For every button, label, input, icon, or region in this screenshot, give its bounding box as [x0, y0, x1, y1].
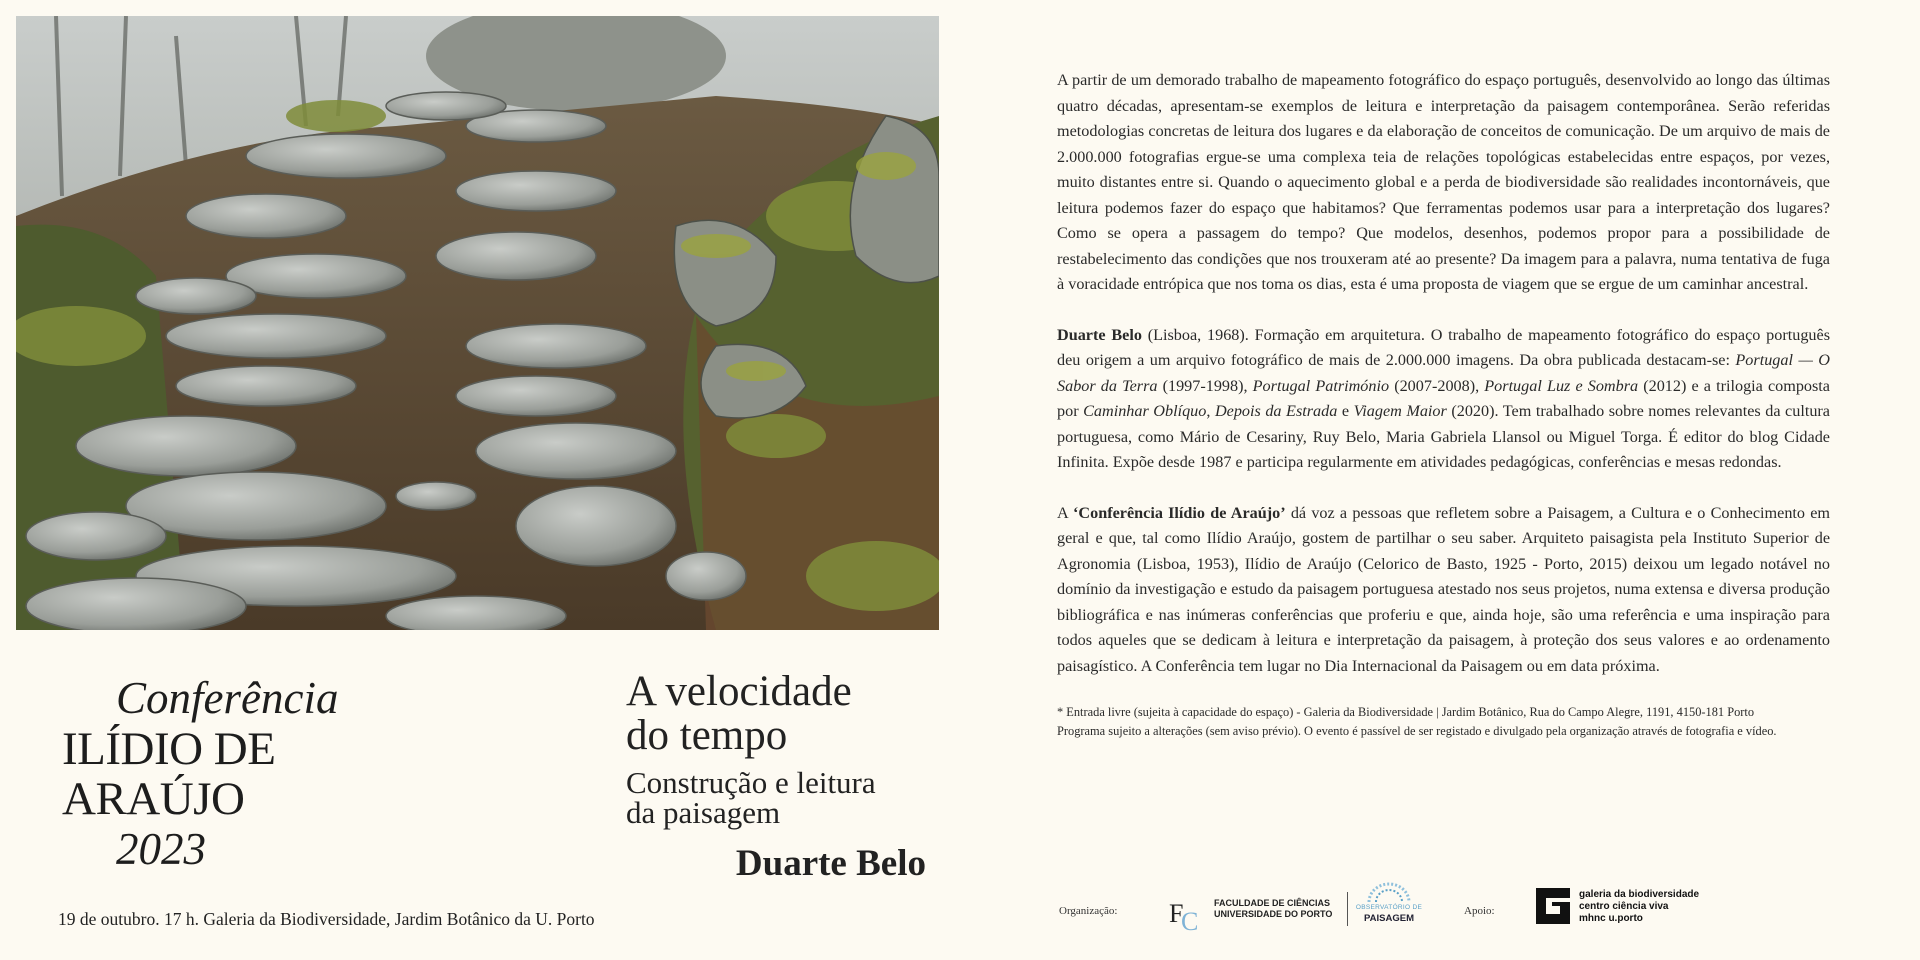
logos-bar — [1057, 880, 1837, 942]
conference-word: Conferência — [116, 673, 339, 723]
svg-text:C: C — [1181, 907, 1199, 932]
fc-line2: UNIVERSIDADE DO PORTO — [1214, 909, 1333, 919]
conference-year: 2023 — [116, 824, 206, 874]
description-column — [1057, 68, 1830, 741]
about-text: dá voz a pessoas que refletem sobre a Paisagem, a Cultura e o Conhecimento em geral e que, tal como Ilídio Araújo, gostem de partilhar o seu saber. Arquiteto paisagista pela Instituto Superior de Agronomia (Lisboa, 1953), Ilídio de Araújo (Celorico de Basto, 1925 - Porto, 2015) deixou um legado notável no domínio da investigação e estudo da paisagem portuguesa atestado nos seus projetos, numa extensa e diversa produção bibliográfica e nas inúmeras conferências que proferiu e que, ainda hoje, são uma referência e uma inspiração para todos aqueles que se dedicam à leitura e interpretação da paisagem, à proteção dos seus valores e ao ordenamento paisagístico. A Conferência tem lugar no Dia Internacional da Paisagem ou em data próxima. — [1057, 503, 1830, 675]
footnote-line1: * Entrada livre (sujeita à capacidade do espaço) - Galeria da Biodiversidade | Jardim Botânico, Rua do Campo Alegre, 1191, 4150-181 Porto — [1057, 705, 1755, 719]
fc-line1: FACULDADE DE CIÊNCIAS — [1214, 898, 1331, 908]
fc-logo-text — [1214, 898, 1332, 920]
about-paragraph — [1057, 501, 1830, 680]
galeria-line2: centro ciência viva — [1579, 901, 1669, 912]
conference-name-line2: ARAÚJO — [62, 773, 245, 825]
bio-work-title: Portugal Luz e Sombra — [1484, 376, 1639, 395]
talk-title-line2: do tempo — [626, 712, 788, 759]
support-label: Apoio: — [1464, 905, 1495, 917]
talk-title-line1: A velocidade — [626, 668, 852, 715]
talk-subtitle-line1: Construção e leitura — [626, 765, 876, 800]
bio-work-title: Depois da Estrada — [1214, 402, 1338, 420]
bio-work-title: Viagem Maior — [1353, 402, 1447, 420]
galeria-g-logo-icon — [1536, 888, 1570, 924]
logo-divider — [1347, 892, 1348, 926]
bio-name: Duarte Belo — [1057, 325, 1142, 344]
about-text: A — [1057, 503, 1074, 522]
organization-label: Organização: — [1059, 905, 1118, 917]
fc-logo-icon — [1169, 896, 1201, 932]
bio-text: (2007-2008), — [1389, 376, 1485, 395]
bio-work-title: Caminhar Oblíquo — [1083, 402, 1207, 420]
bio-text: (1997-1998), — [1157, 376, 1253, 395]
footnote-line2: Programa sujeito a alterações (sem aviso prévio). O evento é passível de ser registado e divulgado pela organização através de fotografia e vídeo. — [1057, 724, 1777, 738]
talk-subtitle-line2: da paisagem — [626, 795, 781, 830]
intro-paragraph: A partir de um demorado trabalho de mapeamento fotográfico do espaço português, desenvolvido ao longo das últimas quatro décadas, apresentam-se exemplos de leitura e interpretação da paisagem contemporânea. Serão referidas metodologias concretas de leitura dos lugares e da elaboração de conceitos de comunicação. De um arquivo de mais de 2.000.000 fotografias ergue-se uma complexa teia de relações topológicas estabelecidas entre espaços, por vezes, muito distantes entre si. Quando o aquecimento global e a perda de biodiversidade são realidades incontornáveis, que leitura podemos fazer do espaço que habitamos? Que ferramentas podemos usar para a interpretação dos lugares? Como se opera a passagem do tempo? Que modelos, desenhos, podemos propor para a possibilidade de restabelecimento das condições que nos trouxeram até ao presente? Da imagem para a palavra, numa tentativa de fuga à voracidade entrópica que nos toma os dias, esta é uma proposta de viagem que se ergue de um caminhar ancestral. — [1057, 71, 1830, 293]
observatorio-line1: OBSERVATÓRIO DE — [1355, 904, 1423, 911]
conference-title — [62, 672, 338, 874]
bio-text: (2012) e a trilogia composta por — [1057, 376, 1830, 420]
event-date-location: 19 de outubro. 17 h. Galeria da Biodiversidade, Jardim Botânico da U. Porto — [58, 909, 595, 929]
conference-name-line1: ILÍDIO DE — [62, 723, 276, 775]
bio-text: e — [1337, 402, 1354, 420]
bio-work-title: Portugal — O Sabor da Terra — [1057, 351, 1830, 395]
talk-block — [626, 670, 926, 884]
observatorio-arc-icon — [1354, 880, 1424, 904]
speaker-name: Duarte Belo — [735, 843, 926, 884]
svg-text:F: F — [1169, 899, 1184, 928]
observatorio-line2: PAISAGEM — [1364, 913, 1414, 924]
galeria-line1: galeria da biodiversidade — [1579, 889, 1700, 900]
bio-text: , — [1206, 402, 1215, 420]
cobblestone-path-photo — [16, 16, 939, 630]
bio-paragraph — [1057, 323, 1830, 476]
footnote — [1057, 703, 1830, 741]
bio-work-title: Portugal Património — [1252, 376, 1390, 395]
observatorio-logo — [1354, 880, 1424, 932]
bio-text: (Lisboa, 1968). Formação em arquitetura. O trabalho de mapeamento fotográfico do espaço português deu origem a um arquivo fotográfico de mais de 2.000.000 imagens. Da obra publicada destacam-se: — [1057, 325, 1830, 369]
bio-text: (2020). Tem trabalhado sobre nomes relevantes da cultura portuguesa, como Mário de Cesariny, Ruy Belo, Maria Gabriela Llansol ou Miguel Torga. É editor do blog Cidade Infinita. Expõe desde 1987 e participa regularmente em atividades pedagógicas, conferências e mesas redondas. — [1057, 402, 1830, 471]
about-conference-name: ‘Conferência Ilídio de Araújo’ — [1073, 503, 1286, 522]
galeria-line3: mhnc u.porto — [1579, 913, 1643, 924]
galeria-logo-text — [1579, 889, 1699, 925]
